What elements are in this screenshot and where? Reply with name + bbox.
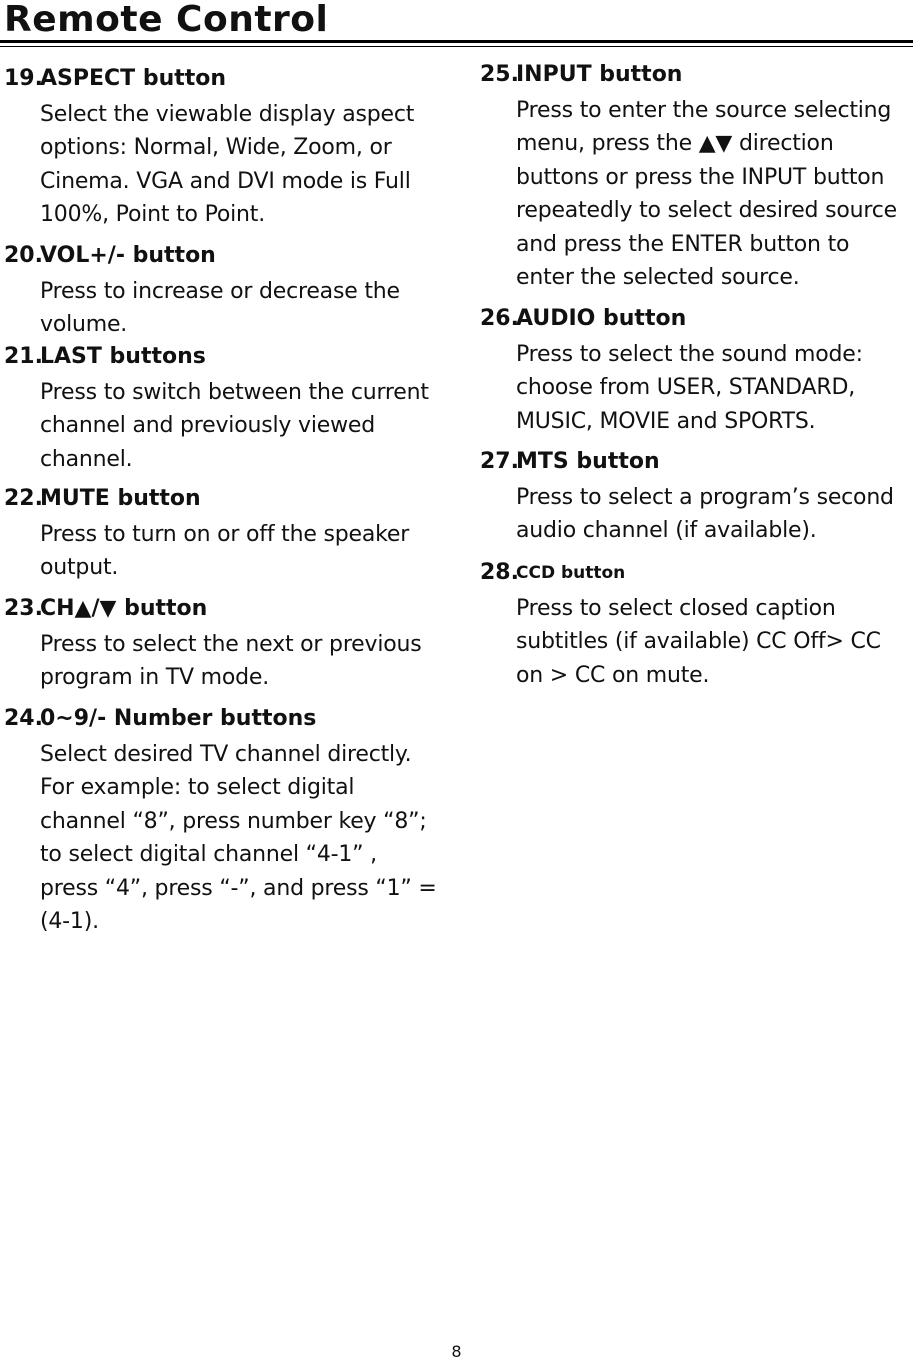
item-number: 24. [4, 706, 43, 731]
title-rule-thin [0, 46, 913, 47]
item-number: 26. [480, 306, 519, 331]
item-number: 23. [4, 596, 43, 621]
item-label: VOL+/- button [40, 243, 216, 268]
item-label: INPUT button [516, 62, 683, 87]
item-label: 0~9/- Number buttons [40, 706, 317, 731]
item-25 [480, 60, 906, 304]
item-label: AUDIO button [516, 306, 687, 331]
item-number: 27. [480, 449, 519, 474]
item-description: Press to switch between the current channel and previously viewed channel. [40, 380, 429, 472]
item-description: Press to turn on or off the speaker output. [40, 522, 410, 581]
item-description: Press to select closed caption subtitles (if available) CC Off> CC on > CC on mute. [516, 596, 881, 688]
item-number: 22. [4, 486, 43, 511]
title-rule-thick [0, 40, 913, 43]
item-label: ASPECT button [40, 66, 227, 91]
item-number: 25. [480, 62, 519, 87]
item-label: MUTE button [40, 486, 201, 511]
item-27 [480, 447, 906, 558]
item-28 [480, 558, 906, 692]
item-20 [4, 241, 440, 342]
item-description: Press to select the sound mode: choose from USER, STANDARD, MUSIC, MOVIE and SPORTS. [516, 342, 863, 434]
right-column [480, 60, 906, 692]
item-label: MTS button [516, 449, 660, 474]
item-26 [480, 304, 906, 447]
item-description: Select the viewable display aspect options: Normal, Wide, Zoom, or Cinema. VGA and DVI mode is Full 100%, Point to Point. [40, 102, 415, 228]
item-description: Select desired TV channel directly. For example: to select digital channel “8”, press number key “8”; to select digital channel “4-1” , press “4”, press “-”, and press “1” = (4-1). [40, 742, 437, 935]
item-19 [4, 64, 440, 241]
page-number: 8 [451, 1342, 462, 1361]
item-description: Press to select a program’s second audio channel (if available). [516, 485, 894, 544]
item-23 [4, 594, 440, 704]
item-description: Press to select the next or previous program in TV mode. [40, 632, 422, 691]
item-number: 20. [4, 243, 43, 268]
item-number: 19. [4, 66, 43, 91]
item-24 [4, 704, 440, 938]
item-number: 21. [4, 344, 43, 369]
item-number: 28. [480, 560, 519, 585]
item-label: CCD button [516, 563, 626, 583]
item-21 [4, 342, 440, 484]
item-description: Press to enter the source selecting menu, press the ▲▼ direction buttons or press the INPUT button repeatedly to select desired source and press the ENTER button to enter the selected source. [516, 98, 897, 291]
item-label: CH▲/▼ button [40, 596, 208, 621]
item-label: LAST buttons [40, 344, 206, 369]
item-description: Press to increase or decrease the volume. [40, 279, 400, 338]
item-22 [4, 484, 440, 594]
page-title: Remote Control [4, 0, 329, 40]
left-column [4, 64, 440, 938]
